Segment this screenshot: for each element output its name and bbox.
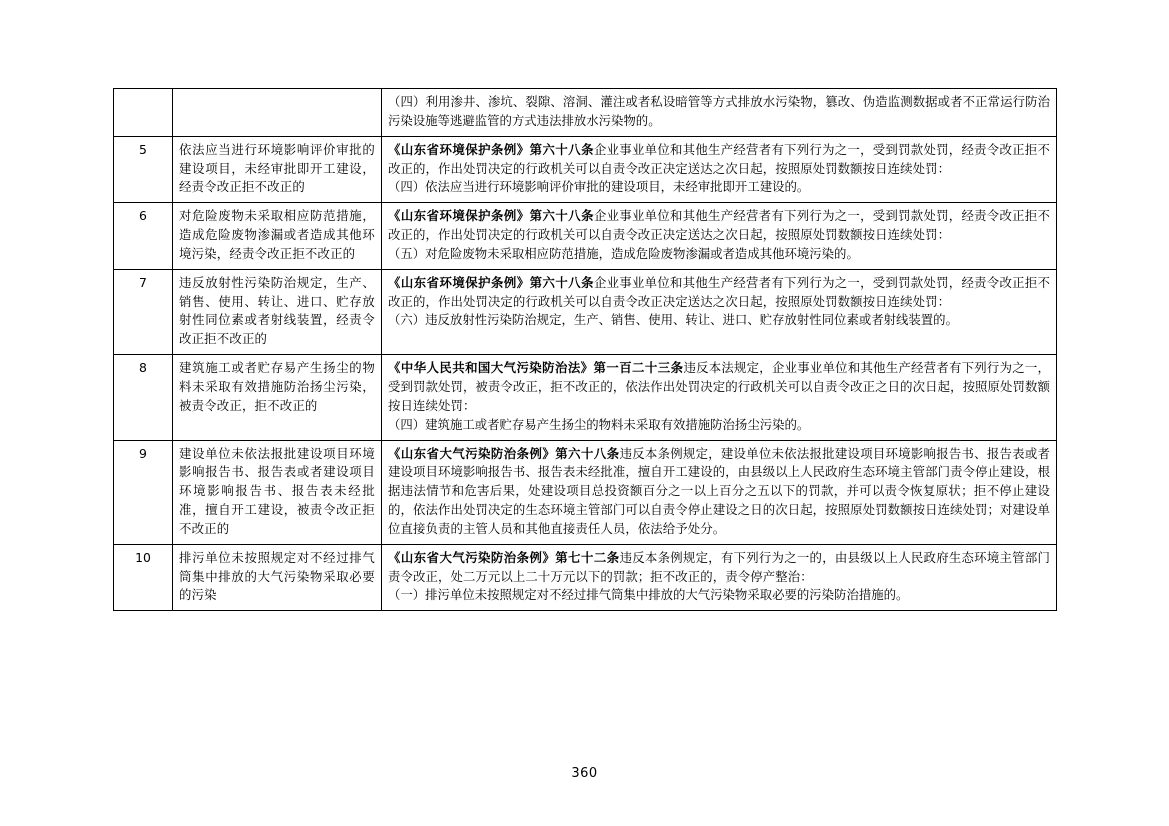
basis-first-paragraph <box>388 445 1050 539</box>
row-number-cell <box>114 89 173 137</box>
table-row <box>114 355 1057 440</box>
basis-paragraph: （五）对危险废物未采取相应防范措施，造成危险废物渗漏或者造成其他环境污染的。 <box>388 245 859 261</box>
table-row <box>114 136 1057 203</box>
row-basis-cell <box>382 440 1057 544</box>
table-row <box>114 269 1057 354</box>
row-basis-cell <box>382 544 1057 611</box>
basis-title: 《山东省大气污染防治条例》第七十二条 <box>388 549 620 565</box>
row-item-cell: 对危险废物未采取相应防范措施，造成危险废物渗漏或者造成其他环境污染，经责令改正拒不改正的 <box>173 203 382 270</box>
basis-paragraph: （一）排污单位未按照规定对不经过排气筒集中排放的大气污染物采取必要的污染防治措施的。 <box>388 587 909 603</box>
basis-first-paragraph <box>388 207 1050 245</box>
row-basis-cell <box>382 136 1057 203</box>
basis-paragraph: （四）依法应当进行环境影响评价审批的建设项目，未经审批即开工建设的。 <box>388 179 810 195</box>
row-item-cell <box>173 89 382 137</box>
row-basis-cell <box>382 269 1057 354</box>
table-row <box>114 544 1057 611</box>
row-item-cell: 建设单位未依法报批建设项目环境影响报告书、报告表或者建设项目环境影响报告书、报告表未经批准，擅自开工建设，被责令改正拒不改正的 <box>173 440 382 544</box>
basis-paragraph: （四）利用渗井、渗坑、裂隙、溶洞、灌注或者私设暗管等方式排放水污染物，篡改、伪造监测数据或者不正常运行防治污染设施等逃避监管的方式违法排放水污染物的。 <box>388 94 1050 128</box>
page-number: 360 <box>571 766 598 781</box>
row-item-cell: 排污单位未按照规定对不经过排气筒集中排放的大气污染物采取必要的污染 <box>173 544 382 611</box>
table-row <box>114 440 1057 544</box>
row-item-cell: 依法应当进行环境影响评价审批的建设项目，未经审批即开工建设，经责令改正拒不改正的 <box>173 136 382 203</box>
basis-body: 违反本法规定，企业事业单位和其他生产经营者有下列行为之一，受到罚款处罚，被责令改正，拒不改正的，依法作出处罚决定的行政机关可以自责令改正之日的次日起，按照原处罚数额按日连续处罚： <box>388 360 1051 413</box>
basis-first-paragraph <box>388 359 1050 416</box>
basis-paragraph: （六）违反放射性污染防治规定，生产、销售、使用、转让、进口、贮存放射性同位素或者射线装置的。 <box>388 312 958 328</box>
table-row <box>114 203 1057 270</box>
basis-body: 违反本条例规定，有下列行为之一的，由县级以上人民政府生态环境主管部门责令改正，处二万元以上二十万元以下的罚款；拒不改正的，责令停产整治： <box>388 549 1051 584</box>
basis-body: 企业事业单位和其他生产经营者有下列行为之一，受到罚款处罚，经责令改正拒不改正的，作出处罚决定的行政机关可以自责令改正决定送达之次日起，按照原处罚数额按日连续处罚： <box>388 141 1050 176</box>
basis-body: 违反本条例规定，建设单位未依法报批建设项目环境影响报告书、报告表或者建设项目环境影响报告书、报告表未经批准，擅自开工建设的，由县级以上人民政府生态环境主管部门责令停止建设，根据违法情节和危害后果，处建设项目总投资额百分之一以上百分之五以下的罚款，并可以责令恢复原状；拒不停止建设的，依法作出处罚决定的生态环境主管部门可以自责令停止建设之日的次日起，按照原处罚数额按日连续处罚；对建设单位直接负责的主管人员和其他直接责任人员，依法给予处分。 <box>388 445 1051 536</box>
row-item-cell: 建筑施工或者贮存易产生扬尘的物料未采取有效措施防治扬尘污染，被责令改正，拒不改正的 <box>173 355 382 440</box>
basis-first-paragraph <box>388 141 1050 179</box>
row-basis-cell <box>382 89 1057 137</box>
basis-first-paragraph <box>388 274 1050 312</box>
basis-paragraph: （四）建筑施工或者贮存易产生扬尘的物料未采取有效措施防治扬尘污染的。 <box>388 416 810 432</box>
basis-title: 《山东省大气污染防治条例》第六十八条 <box>388 445 620 461</box>
basis-title: 《中华人民共和国大气污染防治法》第一百二十三条 <box>388 360 684 376</box>
basis-body: 企业事业单位和其他生产经营者有下列行为之一，受到罚款处罚，经责令改正拒不改正的，作出处罚决定的行政机关可以自责令改正决定送达之次日起，按照原处罚数额按日连续处罚： <box>388 274 1050 309</box>
row-basis-cell <box>382 355 1057 440</box>
row-number-cell: 9 <box>114 440 173 544</box>
basis-title: 《山东省环境保护条例》第六十八条 <box>388 208 594 224</box>
row-number-cell: 6 <box>114 203 173 270</box>
basis-title: 《山东省环境保护条例》第六十八条 <box>388 141 594 157</box>
row-number-cell: 7 <box>114 269 173 354</box>
row-item-cell: 违反放射性污染防治规定，生产、销售、使用、转让、进口、贮存放射性同位素或者射线装置，经责令改正拒不改正的 <box>173 269 382 354</box>
row-number-cell: 5 <box>114 136 173 203</box>
row-number-cell: 10 <box>114 544 173 611</box>
basis-first-paragraph <box>388 549 1050 587</box>
regulation-table <box>113 88 1057 611</box>
row-number-cell: 8 <box>114 355 173 440</box>
row-basis-cell <box>382 203 1057 270</box>
basis-body: 企业事业单位和其他生产经营者有下列行为之一，受到罚款处罚，经责令改正拒不改正的，作出处罚决定的行政机关可以自责令改正决定送达之次日起，按照原处罚数额按日连续处罚： <box>388 208 1050 243</box>
basis-title: 《山东省环境保护条例》第六十八条 <box>388 274 594 290</box>
table-body <box>114 89 1057 611</box>
table-row <box>114 89 1057 137</box>
